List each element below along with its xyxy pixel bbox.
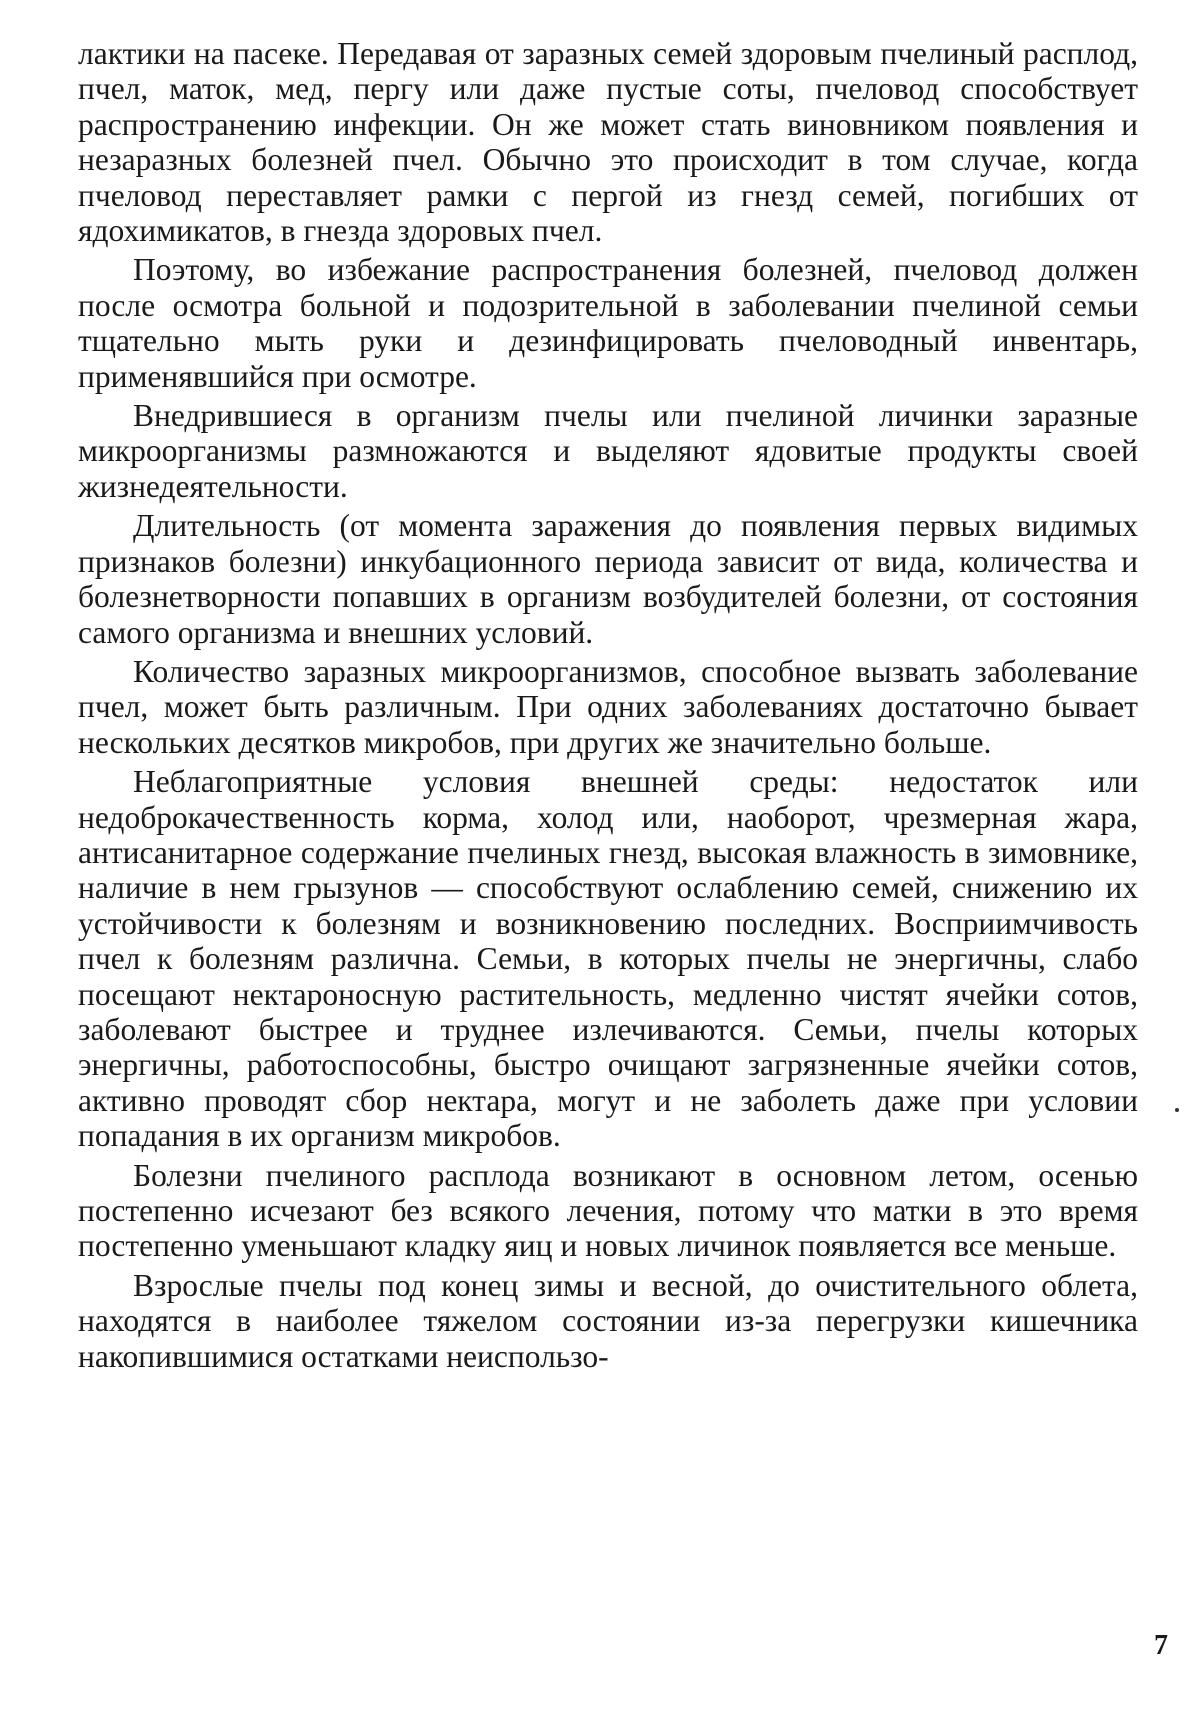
- paragraph-brood-diseases: Болезни пчелиного расплода возникают в основном летом, осенью постепенно исчезают без всякого лечения, потому что матки в это время постепенно уменьшают кладку яиц и новых личинок появляется все меньше.: [78, 1157, 1138, 1264]
- paragraph-hygiene: Поэтому, во избежание распространения болезней, пчеловод должен после осмотра больной и подозрительной в заболевании пчелиной семьи тщательно мыть руки и дезинфицировать пчеловодный инвентарь, применявшийся при осмотре.: [78, 252, 1138, 394]
- paragraph-microorganisms: Внедрившиеся в организм пчелы или пчелиной личинки заразные микроорганизмы размножаются и выделяют ядовитые продукты своей жизнедеятельности.: [78, 398, 1138, 504]
- scan-speck: [1175, 1108, 1179, 1112]
- page-number: 7: [1154, 1630, 1168, 1661]
- paragraph-adult-bees: Взрослые пчелы под конец зимы и весной, до очистительного облета, находятся в наиболее тяжелом состоянии из-за перегрузки кишечника накопившимися остатками неиспользо-: [78, 1267, 1138, 1374]
- paragraph-continued: лактики на пасеке. Передавая от заразных семей здоровым пчелиный расплод, пчел, маток, мед, пергу или даже пустые соты, пчеловод способствует распространению инфекции. Он же может стать виновником появления и незаразных болезней пчел. Обычно это происходит в том случае, когда пчеловод переставляет рамки с пергой из гнезд семей, погибших от ядохимикатов, в гнезда здоровых пчел.: [78, 36, 1138, 249]
- paragraph-conditions: Неблагоприятные условия внешней среды: недостаток или недоброкачественность корма, холод или, наоборот, чрезмерная жара, антисанитарное содержание пчелиных гнезд, высокая влажность в зимовнике, наличие в нем грызунов — способствуют ослаблению семей, снижению их устойчивости к болезням и возникновению последних. Восприимчивость пчел к болезням различна. Семьи, в которых пчелы не энергичны, слабо посещают нектароносную растительность, медленно чистят ячейки сотов, заболевают быстрее и труднее излечиваются. Семьи, пчелы которых энергичны, работоспособны, быстро очищают загрязненные ячейки сотов, активно проводят сбор нектара, могут и не заболеть даже при условии попадания в их организм микробов.: [78, 764, 1138, 1154]
- paragraph-quantity: Количество заразных микроорганизмов, способное вызвать заболевание пчел, может быть различным. При одних заболеваниях достаточно бывает нескольких десятков микробов, при других же значительно больше.: [78, 653, 1138, 760]
- paragraph-incubation: Длительность (от момента заражения до появления первых видимых признаков болезни) инкубационного периода зависит от вида, количества и болезнетворности попавших в организм возбудителей болезни, от состояния самого организма и внешних условий.: [78, 508, 1138, 650]
- book-page: [78, 36, 1138, 1676]
